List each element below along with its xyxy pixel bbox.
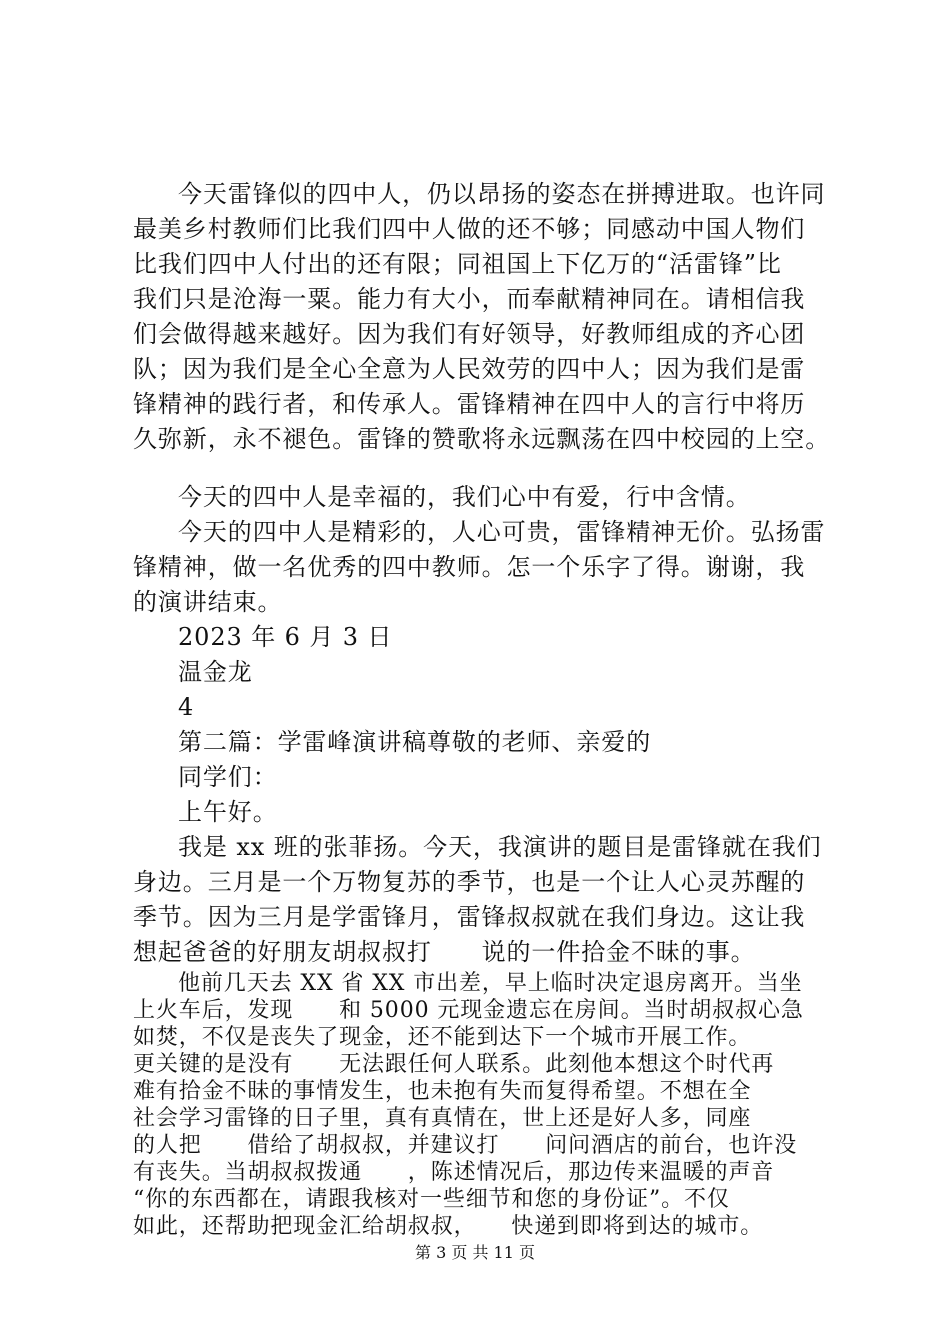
- paragraph-2: 今天的四中人是幸福的，我们心中有爱，行中含情。: [178, 483, 751, 511]
- paragraph-3-line: 今天的四中人是精彩的，人心可贵，雷锋精神无价。弘扬雷: [178, 518, 826, 546]
- paragraph-4-line: 季节。因为三月是学雷锋月，雷锋叔叔就在我们身边。这让我: [133, 903, 806, 931]
- paragraph-5-line: “你的东西都在，请跟我核对一些细节和您的身份证”。不仅: [133, 1187, 730, 1212]
- paragraph-1-line: 最美乡村教师们比我们四中人做的还不够；同感动中国人物们: [133, 215, 806, 243]
- paragraph-5-line: 他前几天去 XX 省 XX 市出差，早上临时决定退房离开。当坐: [178, 971, 803, 996]
- section-title: 第二篇：学雷峰演讲稿尊敬的老师、亲爱的: [178, 728, 652, 756]
- greeting: 同学们：: [178, 763, 278, 791]
- paragraph-5-line: 上火车后，发现 和 5000 元现金遗忘在房间。当时胡叔叔心急: [133, 998, 804, 1023]
- paragraph-1-line: 队；因为我们是全心全意为人民效劳的四中人；因为我们是雷: [133, 355, 806, 383]
- paragraph-5-line: 如焚，不仅是丧失了现金，还不能到达下一个城市开展工作。: [133, 1025, 752, 1050]
- paragraph-4-line: 想起爸爸的好朋友胡叔叔打 说的一件拾金不昧的事。: [133, 938, 756, 966]
- salutation: 上午好。: [178, 798, 278, 826]
- paragraph-1-line: 今天雷锋似的四中人，仍以昂扬的姿态在拼搏进取。也许同: [178, 180, 826, 208]
- paragraph-1-line: 比我们四中人付出的还有限；同祖国上下亿万的“活雷锋”比: [133, 250, 782, 278]
- date-line: 2023 年 6 月 3 日: [178, 623, 393, 651]
- paragraph-3-line: 的演讲结束。: [133, 588, 283, 616]
- paragraph-1-line: 久弥新，永不褪色。雷锋的赞歌将永远飘荡在四中校园的上空。: [133, 425, 831, 453]
- paragraph-1-line: 我们只是沧海一粟。能力有大小，而奉献精神同在。请相信我: [133, 285, 806, 313]
- paragraph-5-line: 的人把 借给了胡叔叔，并建议打 问问酒店的前台，也许没: [133, 1133, 798, 1158]
- paragraph-5-line: 社会学习雷锋的日子里，真有真情在，世上还是好人多，同座: [133, 1106, 752, 1131]
- paragraph-5-line: 有丧失。当胡叔叔拨通 ，陈述情况后，那边传来温暖的声音: [133, 1160, 775, 1185]
- paragraph-5-line: 如此，还帮助把现金汇给胡叔叔， 快递到即将到达的城市。: [133, 1214, 764, 1239]
- paragraph-3-line: 锋精神，做一名优秀的四中教师。怎一个乐字了得。谢谢，我: [133, 553, 806, 581]
- page-marker: 4: [178, 693, 195, 721]
- paragraph-1-line: 们会做得越来越好。因为我们有好领导，好教师组成的齐心团: [133, 320, 806, 348]
- page-footer: 第 3 页 共 11 页: [415, 1243, 535, 1262]
- paragraph-4-line: 我是 xx 班的张菲扬。今天，我演讲的题目是雷锋就在我们: [178, 833, 822, 861]
- author-name: 温金龙: [178, 658, 253, 686]
- paragraph-5-line: 难有拾金不昧的事情发生，也未抱有失而复得希望。不想在全: [133, 1079, 752, 1104]
- paragraph-1-line: 锋精神的践行者，和传承人。雷锋精神在四中人的言行中将历: [133, 390, 806, 418]
- paragraph-5-line: 更关键的是没有 无法跟任何人联系。此刻他本想这个时代再: [133, 1052, 775, 1077]
- paragraph-4-line: 身边。三月是一个万物复苏的季节，也是一个让人心灵苏醒的: [133, 868, 806, 896]
